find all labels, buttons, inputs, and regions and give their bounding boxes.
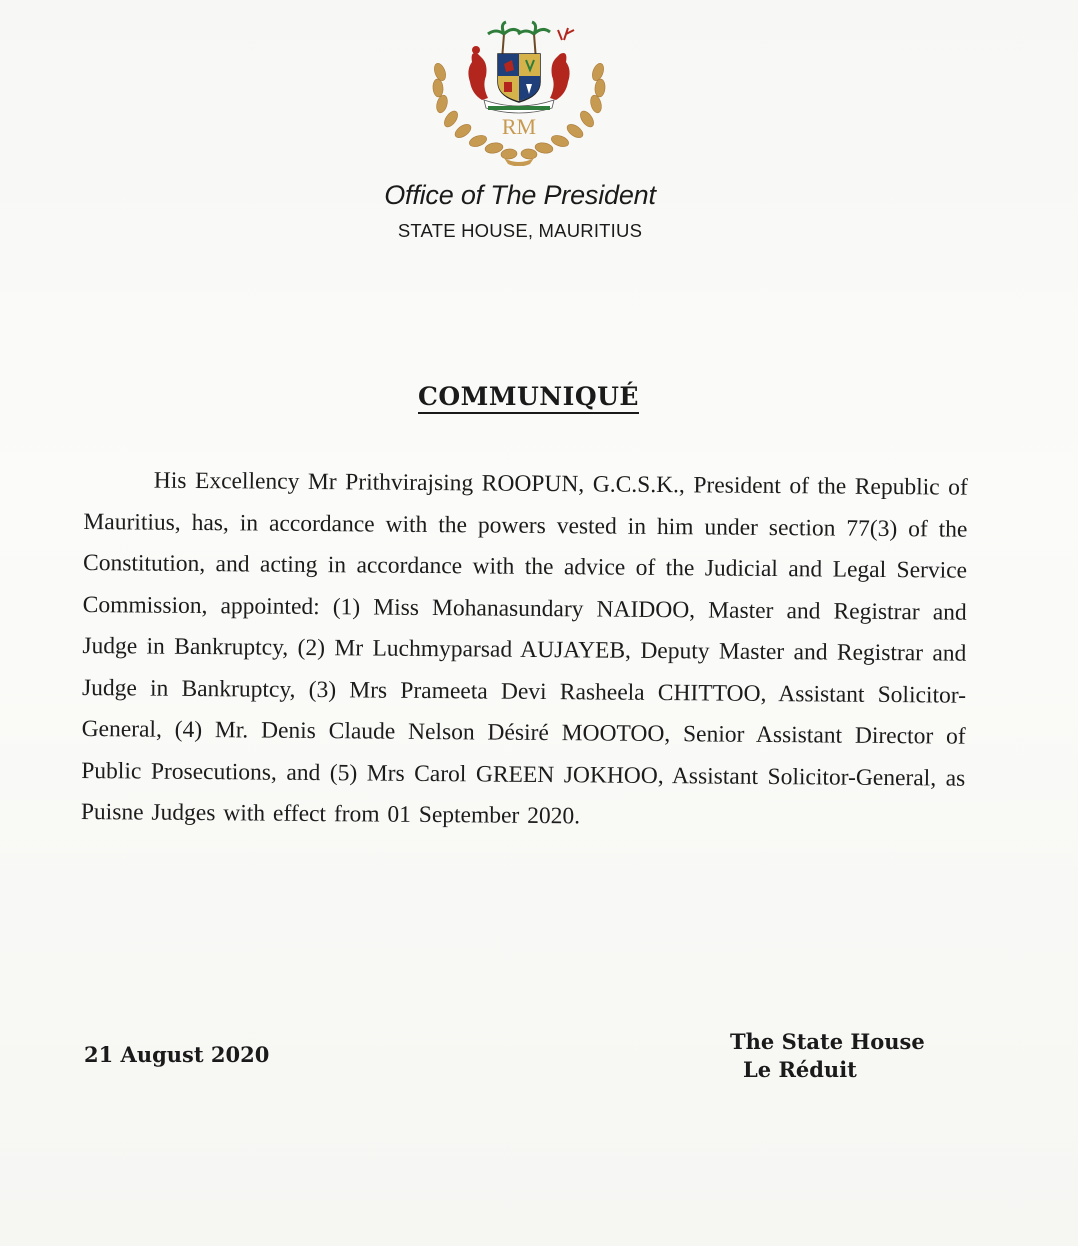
place-line-2: Le Réduit: [743, 1057, 857, 1082]
communique-heading: [0, 382, 1057, 411]
communique-date: 21 August 2020: [84, 1042, 270, 1067]
coat-of-arms-logo: [426, 20, 612, 166]
signature-place: [730, 1028, 925, 1084]
office-subtitle: STATE HOUSE, MAURITIUS: [397, 220, 643, 241]
crest-monogram: RM: [501, 114, 537, 139]
communique-heading-text: COMMUNIQUÉ: [418, 382, 639, 414]
office-title: Office of The President: [384, 180, 656, 210]
place-line-1: The State House: [730, 1029, 925, 1054]
communique-body: His Excellency Mr Prithvirajsing ROOPUN, G.C.S.K., President of the Republic of Mauritius, has, in accordance with the powers vested in him under section 77(3) of the Constitution, and acting in accordance with the advice of the Judicial and Legal Service Commission, appointed: (1) Miss Mohanasundary NAIDOO, Master and Registrar and Judge in Bankruptcy, (2) Mr Luchmyparsad AUJAYEB, Deputy Master and Registrar and Judge in Bankruptcy, (3) Mrs Prameeta Devi Rasheela CHITTOO, Assistant Solicitor-General, (4) Mr. Denis Claude Nelson Désiré MOOTOO, Senior Assistant Director of Public Prosecutions, and (5) Mrs Carol GREEN JOKHOO, Assistant Solicitor-General, as Puisne Judges with effect from 01 September 2020.: [80, 467, 968, 830]
